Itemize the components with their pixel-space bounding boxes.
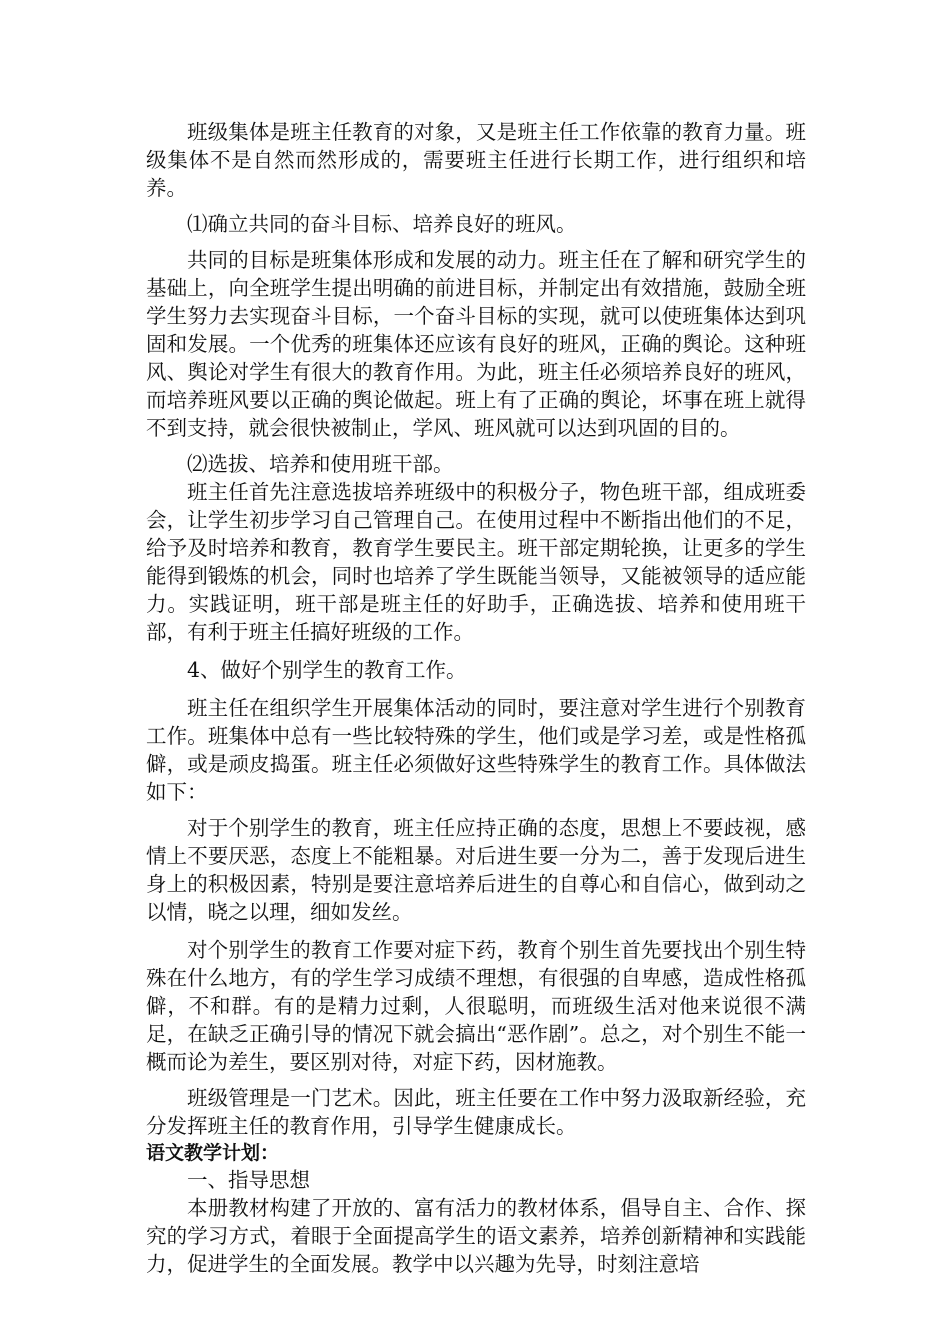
document-page (146, 118, 806, 1278)
section-heading-chinese-teaching-plan: 语文教学计划： (146, 1142, 280, 1164)
paragraph-guiding-ideology-heading: 一、指导思想 (187, 1168, 310, 1192)
paragraph-targeted-approach: 对个别学生的教育工作要对症下药，教育个别生首先要找出个别生特殊在什么地方，有的学生学习成绩不理想，有很强的自卑感，造成性格孤僻，不和群。有的是精力过剩，人很聪明，而班级生活对他来说很不满足，在缺乏正确引导的情况下就会搞出“恶作剧”。总之，对个别生不能一概而论为差生，要区别对待，对症下药，因材施教。 (146, 938, 806, 1074)
paragraph-individual-education: 班主任在组织学生开展集体活动的同时，要注意对学生进行个别教育工作。班集体中总有一些比较特殊的学生，他们或是学习差，或是性格孤僻，或是顽皮捣蛋。班主任必须做好这些特殊学生的教育工作。具体做法如下： (146, 696, 806, 804)
paragraph-attitude: 对于个别学生的教育，班主任应持正确的态度，思想上不要歧视，感情上不要厌恶，态度上不能粗暴。对后进生要一分为二，善于发现后进生身上的积极因素，特别是要注意培养后进生的自尊心和自信心，做到动之以情，晓之以理，细如发丝。 (146, 816, 806, 924)
paragraph-textbook-system: 本册教材构建了开放的、富有活力的教材体系，倡导自主、合作、探究的学习方式，着眼于全面提高学生的语文素养，培养创新精神和实践能力，促进学生的全面发展。教学中以兴趣为先导，时刻注意培 (146, 1196, 806, 1276)
paragraph-common-goal: 共同的目标是班集体形成和发展的动力。班主任在了解和研究学生的基础上，向全班学生提出明确的前进目标，并制定出有效措施，鼓励全班学生努力去实现奋斗目标，一个奋斗目标的实现，就可以使班集体达到巩固和发展。一个优秀的班集体还应该有良好的班风，正确的舆论。这种班风、舆论对学生有很大的教育作用。为此，班主任必须培养良好的班风，而培养班风要以正确的舆论做起。班上有了正确的舆论，坏事在班上就得不到支持，就会很快被制止，学风、班风就可以达到巩固的目的。 (146, 248, 806, 440)
paragraph-class-management-art: 班级管理是一门艺术。因此，班主任要在工作中努力汲取新经验，充分发挥班主任的教育作用，引导学生健康成长。 (146, 1086, 806, 1138)
paragraph-item-2-heading: ⑵选拔、培养和使用班干部。 (187, 452, 454, 476)
paragraph-item-1-heading: ⑴确立共同的奋斗目标、培养良好的班风。 (187, 212, 577, 236)
paragraph-class-cadres: 班主任首先注意选拔培养班级中的积极分子，物色班干部，组成班委会，让学生初步学习自己管理自己。在使用过程中不断指出他们的不足，给予及时培养和教育，教育学生要民主。班干部定期轮换，让更多的学生能得到锻炼的机会，同时也培养了学生既能当领导，又能被领导的适应能力。实践证明，班干部是班主任的好助手，正确选拔、培养和使用班干部，有利于班主任搞好班级的工作。 (146, 480, 806, 644)
paragraph-class-collective-intro: 班级集体是班主任教育的对象，又是班主任工作依靠的教育力量。班级集体不是自然而然形成的，需要班主任进行长期工作，进行组织和培养。 (146, 120, 806, 200)
paragraph-item-4-heading: 4、做好个别学生的教育工作。 (187, 658, 467, 682)
